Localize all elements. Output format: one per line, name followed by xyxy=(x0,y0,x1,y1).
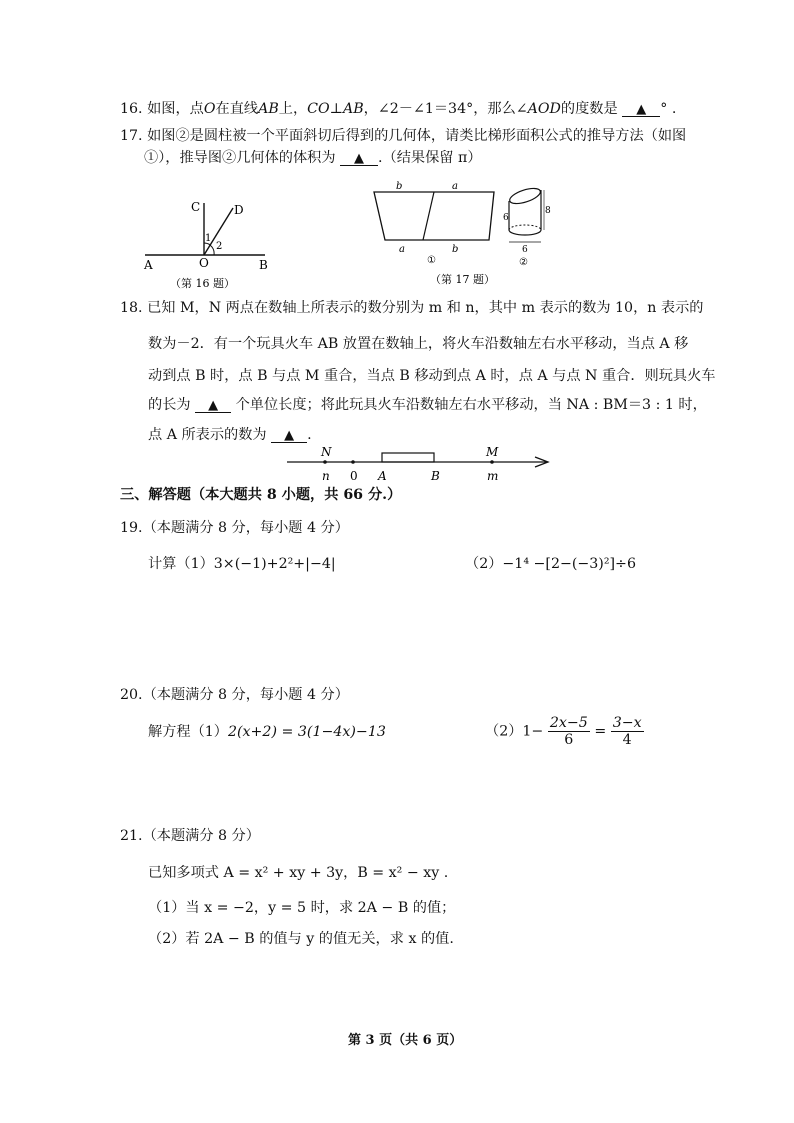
q19-part2 xyxy=(465,557,636,571)
q18-line1 xyxy=(120,301,703,315)
q20-part1-label: 解方程（1） xyxy=(148,724,228,740)
q16-answer-blank xyxy=(622,102,660,117)
numline-point-m xyxy=(490,460,494,464)
fig17-label-h6: 6 xyxy=(503,213,509,223)
q18-answer2-blank xyxy=(271,428,307,443)
fig17-label-a-top: a xyxy=(452,181,458,192)
q19-part2-label: （2） xyxy=(465,556,503,572)
q16-point-o: O xyxy=(203,101,216,117)
q20-part1 xyxy=(148,725,386,739)
numline-label-n-upper: N xyxy=(321,445,332,459)
q20-fraction-right-denominator: 4 xyxy=(622,732,632,749)
q16-condition: CO⊥AB xyxy=(307,101,364,117)
fig17-label-b-bottom: b xyxy=(452,244,459,255)
q21-number: 21. xyxy=(120,828,143,844)
fig16-label-c: C xyxy=(191,200,201,214)
numline-label-m: m xyxy=(487,469,499,483)
page-footer: 第 3 页（共 6 页） xyxy=(348,1033,463,1048)
q19-part1-expr: 3×(−1)+2²+|−4| xyxy=(213,556,336,572)
fig16-label-2: 2 xyxy=(216,241,223,252)
q19-part1 xyxy=(148,557,336,571)
numline-label-zero: 0 xyxy=(350,469,358,483)
q21-part2: （2）若 2A − B 的值与 y 的值无关，求 x 的值. xyxy=(148,931,454,947)
fig17-caption: （第 17 题） xyxy=(430,273,495,286)
q18-line5 xyxy=(148,428,312,443)
q17-text-line1: 如图②是圆柱被一个平面斜切后得到的几何体，请类比梯形面积公式的推导方法（如图 xyxy=(147,128,687,144)
numline-label-n: n xyxy=(322,469,330,483)
fig17-label-h8: 8 xyxy=(545,206,551,216)
numline-label-a: A xyxy=(378,469,387,483)
q18-line4 xyxy=(148,398,707,413)
q20-fraction-right xyxy=(611,716,644,747)
q19-header xyxy=(120,521,349,535)
fig17-label-1: ① xyxy=(427,255,436,266)
number-line xyxy=(285,445,555,485)
q16-text-c: 上， xyxy=(278,101,308,117)
fig17-parallelogram xyxy=(374,192,494,240)
q20-fraction-left xyxy=(548,716,590,747)
fig16-label-d: D xyxy=(234,203,244,217)
fig17-cylinder-top xyxy=(508,185,542,206)
q17-text-line2b: .（结果保留 π） xyxy=(378,150,482,166)
q20-part2-lead: 1− xyxy=(522,723,544,740)
q17-line2 xyxy=(144,151,482,166)
q16-number: 16. xyxy=(120,101,143,117)
q19-part1-label: 计算（1） xyxy=(148,556,214,572)
q18-answer1-triangle: ▲ xyxy=(208,398,219,413)
q19-number: 19. xyxy=(120,520,143,536)
q20-header xyxy=(120,688,349,702)
fig17-label-2: ② xyxy=(519,257,528,268)
q16-text-d: ，∠2－∠1＝34°，那么∠ xyxy=(363,101,528,117)
q16-answer-triangle: ▲ xyxy=(636,102,647,117)
q20-number: 20. xyxy=(120,687,143,703)
numline-label-m-upper: M xyxy=(486,445,499,459)
q16-text xyxy=(120,102,676,117)
figure-17 xyxy=(370,180,560,290)
q18-text-line4b: 个单位长度；将此玩具火车沿数轴左右水平移动，当 NA : BM＝3 : 1 时， xyxy=(235,397,707,413)
q21-statement: 已知多项式 A = x² + xy + 3y，B = x² − xy . xyxy=(148,865,449,881)
fig17-cylinder-bottom-front xyxy=(509,230,541,235)
q18-answer2-triangle: ▲ xyxy=(284,428,295,443)
fig17-label-d6: 6 xyxy=(522,245,528,255)
q20-fraction-left-denominator: 6 xyxy=(564,732,574,749)
q18-line2: 数为－2．有一个玩具火车 AB 放置在数轴上，将火车沿数轴左右水平移动，当点 A 移 xyxy=(148,336,689,352)
q19-part2-expr: −1⁴ −[2−(−3)²]÷6 xyxy=(502,556,636,572)
q16-end: . xyxy=(671,101,677,117)
fig17-label-b-top: b xyxy=(396,181,403,192)
fig17-divider xyxy=(423,192,434,240)
q18-number: 18. xyxy=(120,300,143,316)
q18-text-line5a: 点 A 所表示的数为 xyxy=(148,427,267,443)
q20-fraction-right-numerator: 3−x xyxy=(612,715,642,731)
q17-line1 xyxy=(120,129,686,143)
q20-part1-expr: 2(x+2) = 3(1−4x)−13 xyxy=(227,724,386,740)
q18-text-line5b: . xyxy=(307,427,312,443)
fig16-label-o: O xyxy=(199,256,209,270)
q16-text-e: 的度数是 xyxy=(560,101,618,117)
q17-answer-triangle: ▲ xyxy=(354,151,365,166)
numline-train xyxy=(382,453,434,462)
q20-part2 xyxy=(485,716,644,747)
q20-equals: = xyxy=(594,723,607,740)
q16-text-a: 如图，点 xyxy=(147,101,204,117)
figure-16 xyxy=(140,195,275,290)
section3-heading: 三、解答题（本大题共 8 小题，共 66 分.） xyxy=(120,487,402,503)
fig16-caption: （第 16 题） xyxy=(170,277,235,290)
q17-number: 17. xyxy=(120,128,143,144)
q18-line3: 动到点 B 时，点 B 与点 M 重合，当点 B 移动到点 A 时，点 A 与点 N 重合．则玩具火车 xyxy=(148,368,716,384)
q16-angle-aod: AOD xyxy=(527,101,561,117)
q16-text-b: 在直线 xyxy=(215,101,259,117)
fig17-cylinder-bottom-back xyxy=(509,225,541,230)
q16-line-ab: AB xyxy=(258,101,279,117)
q21-part1: （1）当 x = −2，y = 5 时，求 2A − B 的值； xyxy=(148,900,456,916)
q16-unit: ° xyxy=(660,101,668,117)
q17-answer-blank xyxy=(340,151,378,166)
numline-point-zero xyxy=(351,460,355,464)
q18-answer1-blank xyxy=(195,398,231,413)
fig16-angle-arc-2 xyxy=(210,245,214,255)
q21-score: （本题满分 8 分） xyxy=(142,828,260,844)
q20-score: （本题满分 8 分，每小题 4 分） xyxy=(142,687,349,703)
fig16-label-b: B xyxy=(259,258,268,272)
fig16-label-1: 1 xyxy=(205,233,212,244)
numline-point-n xyxy=(323,460,327,464)
q18-text-line4a: 的长为 xyxy=(148,397,191,413)
q21-header xyxy=(120,829,260,843)
q17-text-line2a: ①），推导图②几何体的体积为 xyxy=(144,150,336,166)
q20-fraction-left-numerator: 2x−5 xyxy=(549,715,588,731)
q20-part2-label: （2） xyxy=(485,723,523,740)
q18-text-line1: 已知 M，N 两点在数轴上所表示的数分别为 m 和 n，其中 m 表示的数为 10，n 表示的 xyxy=(147,300,704,316)
fig17-label-a-bottom: a xyxy=(399,244,405,255)
fig16-label-a: A xyxy=(144,258,153,272)
q19-score: （本题满分 8 分，每小题 4 分） xyxy=(142,520,349,536)
numline-label-b: B xyxy=(431,469,440,483)
